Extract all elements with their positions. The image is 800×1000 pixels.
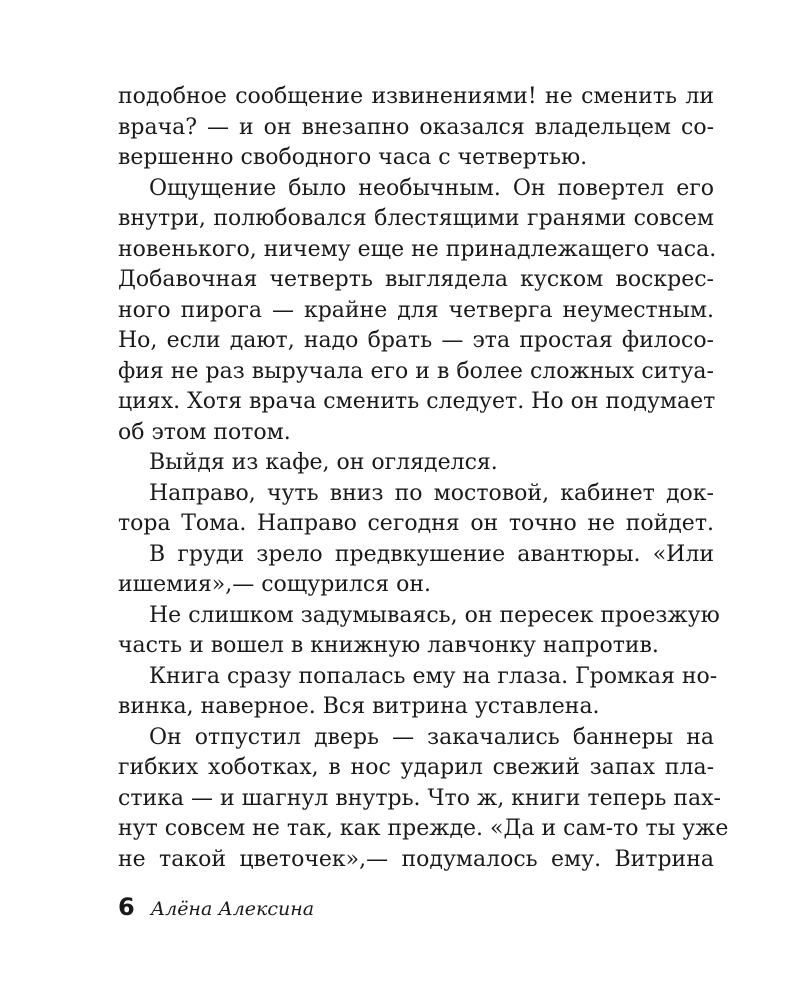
- text-line: циях. Хотя врача сменить следует. Но он подумает: [118, 389, 716, 414]
- text-line: Но, если дают, надо брать — эта простая филосо-: [118, 328, 714, 353]
- text-line: не такой цветочек»,— подумалось ему. Витрина: [118, 846, 714, 872]
- text-line: Он отпустил дверь — закачались баннеры на: [149, 724, 714, 750]
- text-line: Книга сразу попалась ему на глаза. Громкая но-: [149, 663, 718, 689]
- page-footer: [118, 892, 314, 922]
- text-line: подобное сообщение извинениями! не сменить ли: [118, 84, 714, 109]
- page-number: 6: [118, 893, 135, 921]
- text-line: Ощущение было необычным. Он повертел его: [149, 175, 714, 201]
- text-line: винка, наверное. Вся витрина уставлена.: [118, 694, 600, 719]
- page-text: [118, 82, 729, 875]
- text-line: новенького, ничему еще не принадлежащего часа.: [118, 236, 717, 262]
- text-line: ного пирога — крайне для четверга неуместным.: [118, 297, 714, 323]
- text-line: гибких хоботках, в нос ударил свежий запах пла-: [118, 755, 714, 780]
- text-line: об этом потом.: [118, 419, 291, 445]
- text-line: часть и вошел в книжную лавчонку напротив.: [118, 633, 659, 658]
- text-line: тора Тома. Направо сегодня он точно не пойдет.: [118, 511, 714, 536]
- text-line: внутри, полюбовался блестящими гранями совсем: [118, 206, 714, 231]
- running-title-author: Алёна Алексина: [150, 898, 315, 920]
- text-line: Выйдя из кафе, он огляделся.: [149, 450, 498, 475]
- text-line: ишемия»,— сощурился он.: [118, 572, 432, 597]
- text-line: Не слишком задумываясь, он пересек проезжую: [149, 602, 720, 628]
- text-line: вершенно свободного часа с четвертью.: [118, 145, 588, 170]
- text-line: стика — и шагнул внутрь. Что ж, книги теперь пах-: [118, 785, 721, 811]
- text-line: В груди зрело предвкушение авантюры. «Или: [149, 541, 714, 567]
- text-line: нут совсем не так, как прежде. «Да и сам-то ты уже: [118, 816, 729, 841]
- text-line: фия не раз выручала его и в более сложных ситуа-: [118, 358, 714, 384]
- text-line: Направо, чуть вниз по мостовой, кабинет док-: [149, 480, 714, 506]
- text-line: Добавочная четверть выглядела куском воскрес-: [118, 267, 714, 292]
- text-line: врача? — и он внезапно оказался владельцем со-: [118, 114, 714, 140]
